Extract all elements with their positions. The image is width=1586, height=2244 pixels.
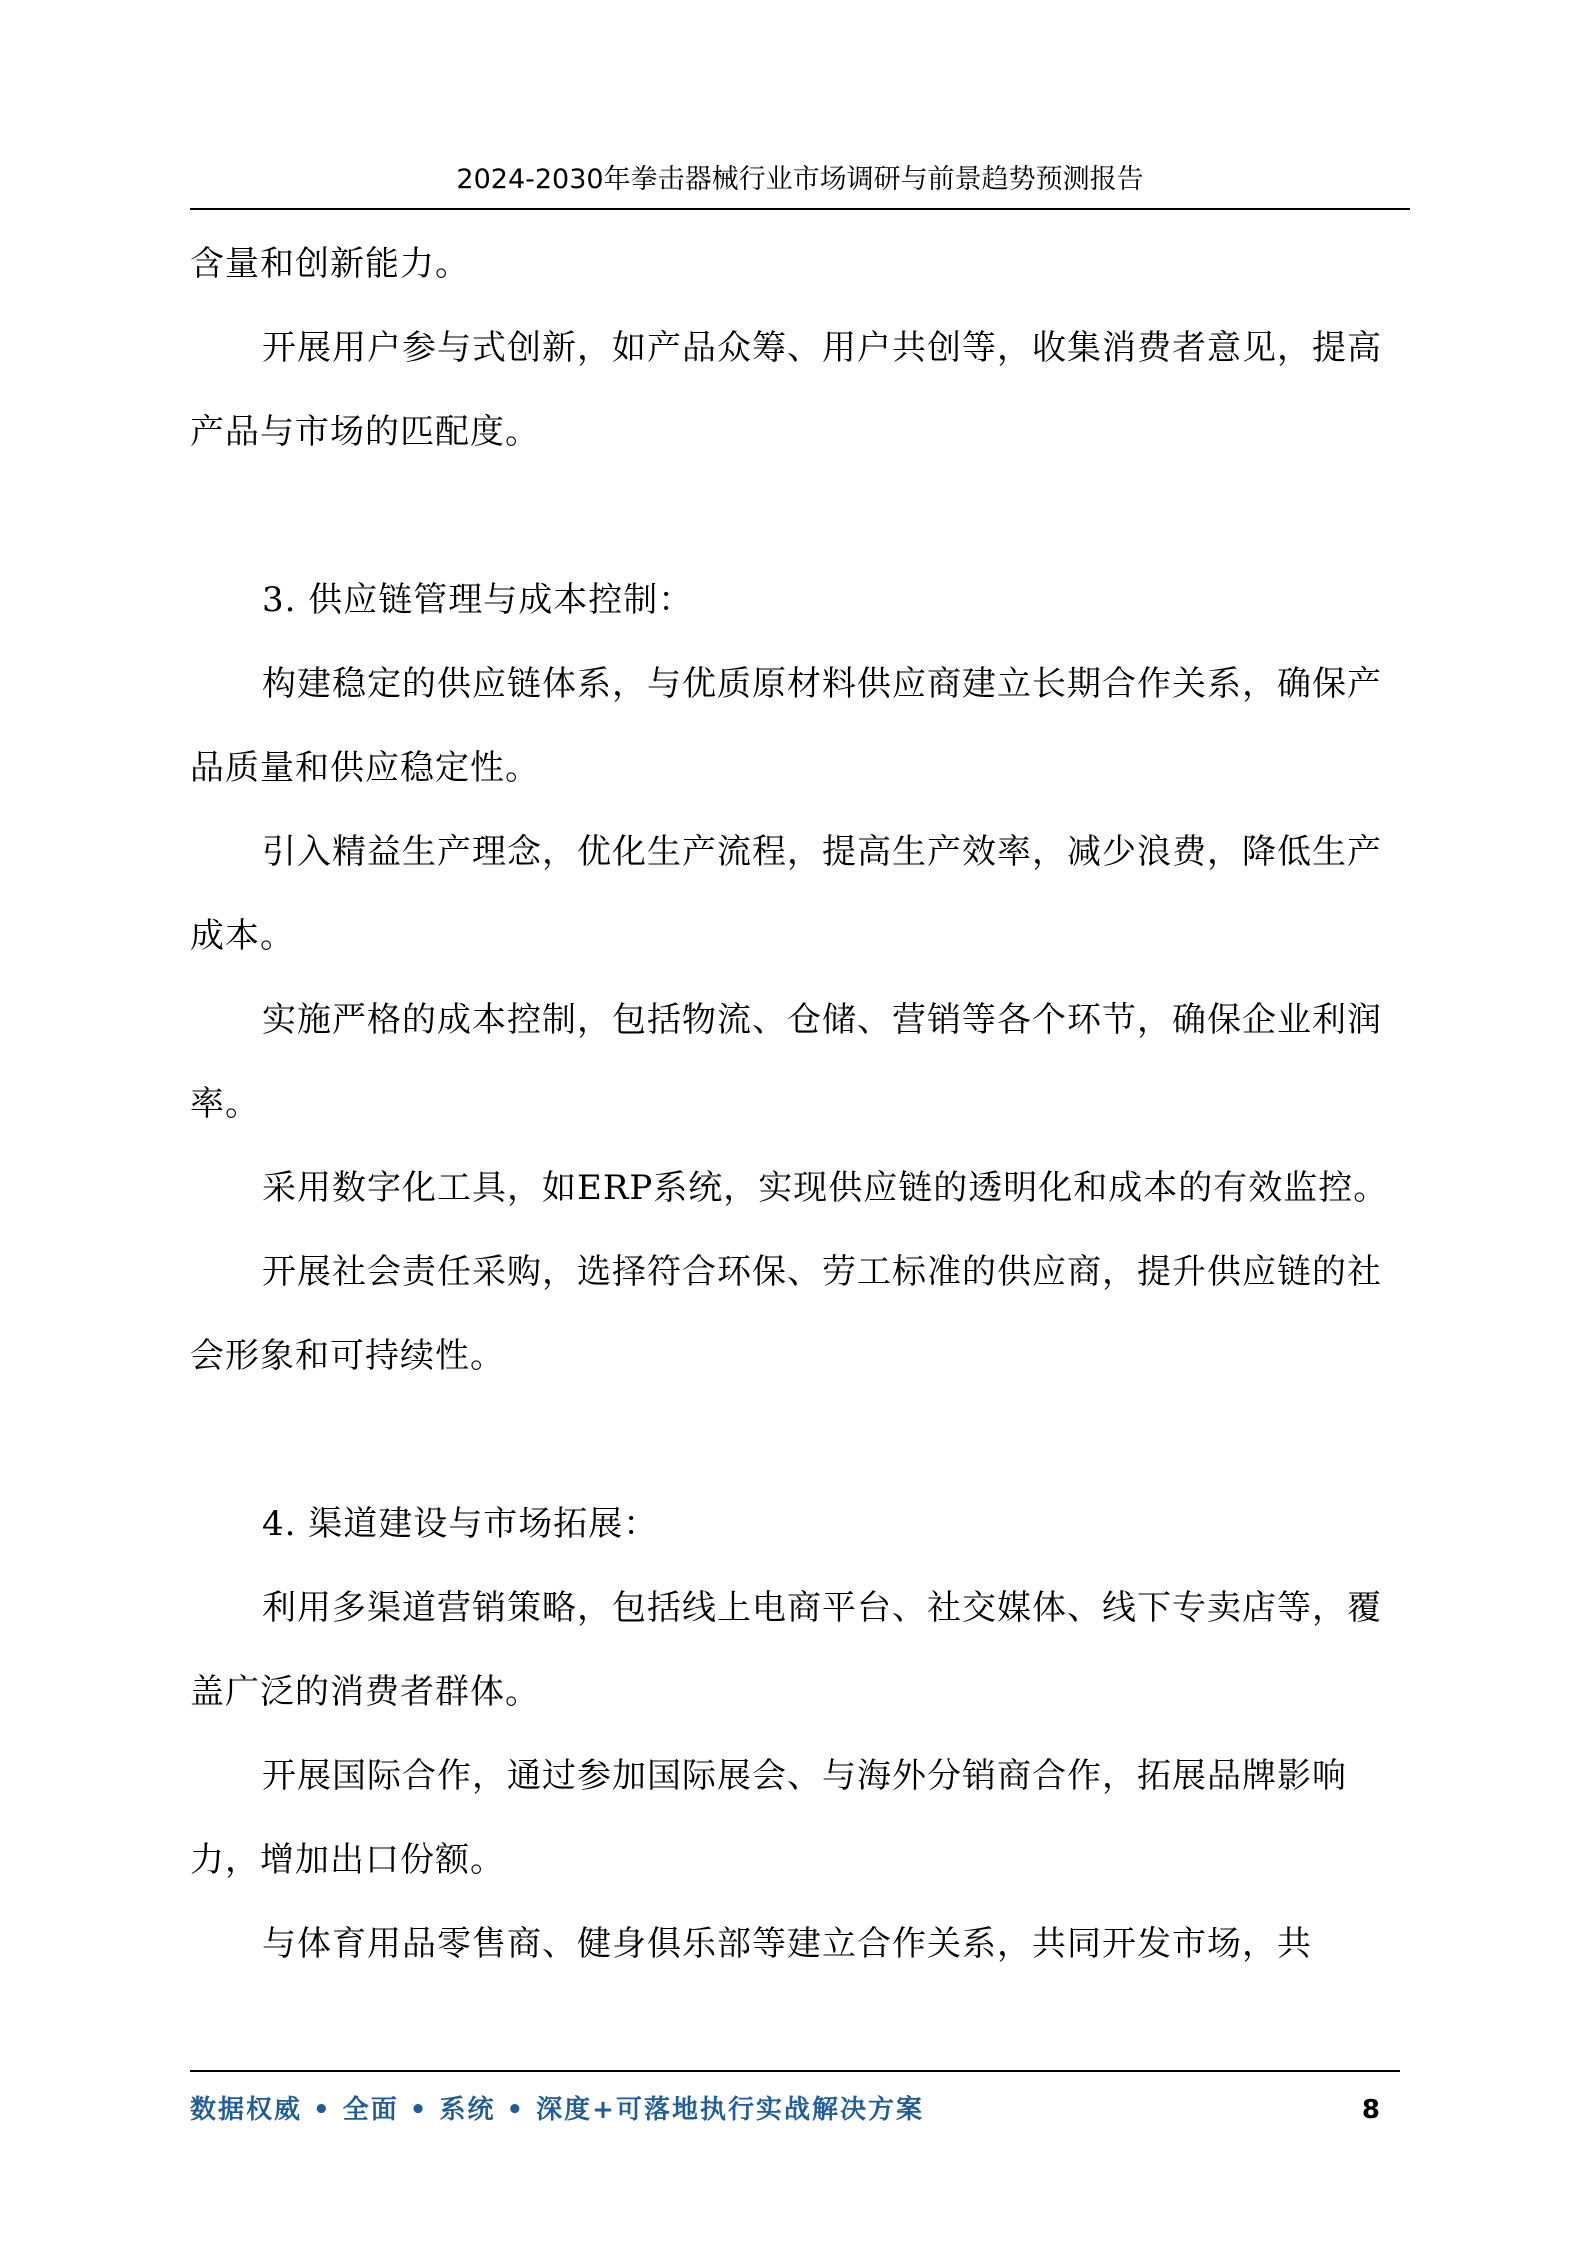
spacer: [190, 1398, 1390, 1482]
paragraph: 开展国际合作，通过参加国际展会、与海外分销商合作，拓展品牌影响力，增加出口份额。: [190, 1756, 1347, 1880]
paragraph: 实施严格的成本控制，包括物流、仓储、营销等各个环节，确保企业利润率。: [190, 1000, 1382, 1124]
paragraph: 构建稳定的供应链体系，与优质原材料供应商建立长期合作关系，确保产品质量和供应稳定性。: [190, 664, 1382, 788]
paragraph: 含量和创新能力。: [190, 244, 470, 284]
paragraph: 引入精益生产理念，优化生产流程，提高生产效率，减少浪费，降低生产成本。: [190, 832, 1382, 956]
section-heading-4: 4. 渠道建设与市场拓展：: [262, 1504, 659, 1544]
footer-divider: [190, 2070, 1400, 2072]
document-body: [190, 222, 1390, 1986]
paragraph: 利用多渠道营销策略，包括线上电商平台、社交媒体、线下专卖店等，覆盖广泛的消费者群体。: [190, 1588, 1382, 1712]
paragraph: 开展社会责任采购，选择符合环保、劳工标准的供应商，提升供应链的社会形象和可持续性。: [190, 1252, 1382, 1376]
spacer: [190, 474, 1390, 558]
header-divider: [190, 208, 1410, 210]
page-header-title: 2024-2030年拳击器械行业市场调研与前景趋势预测报告: [456, 164, 1144, 195]
paragraph: 开展用户参与式创新，如产品众筹、用户共创等，收集消费者意见，提高产品与市场的匹配度。: [190, 328, 1382, 452]
footer-slogan: 数据权威 • 全面 • 系统 • 深度+可落地执行实战解决方案: [190, 2095, 924, 2125]
page-number: 8: [1361, 2095, 1380, 2125]
section-heading-3: 3. 供应链管理与成本控制：: [262, 580, 694, 620]
paragraph: 采用数字化工具，如ERP系统，实现供应链的透明化和成本的有效监控。: [262, 1168, 1389, 1208]
paragraph: 与体育用品零售商、健身俱乐部等建立合作关系，共同开发市场，共: [262, 1924, 1312, 1964]
